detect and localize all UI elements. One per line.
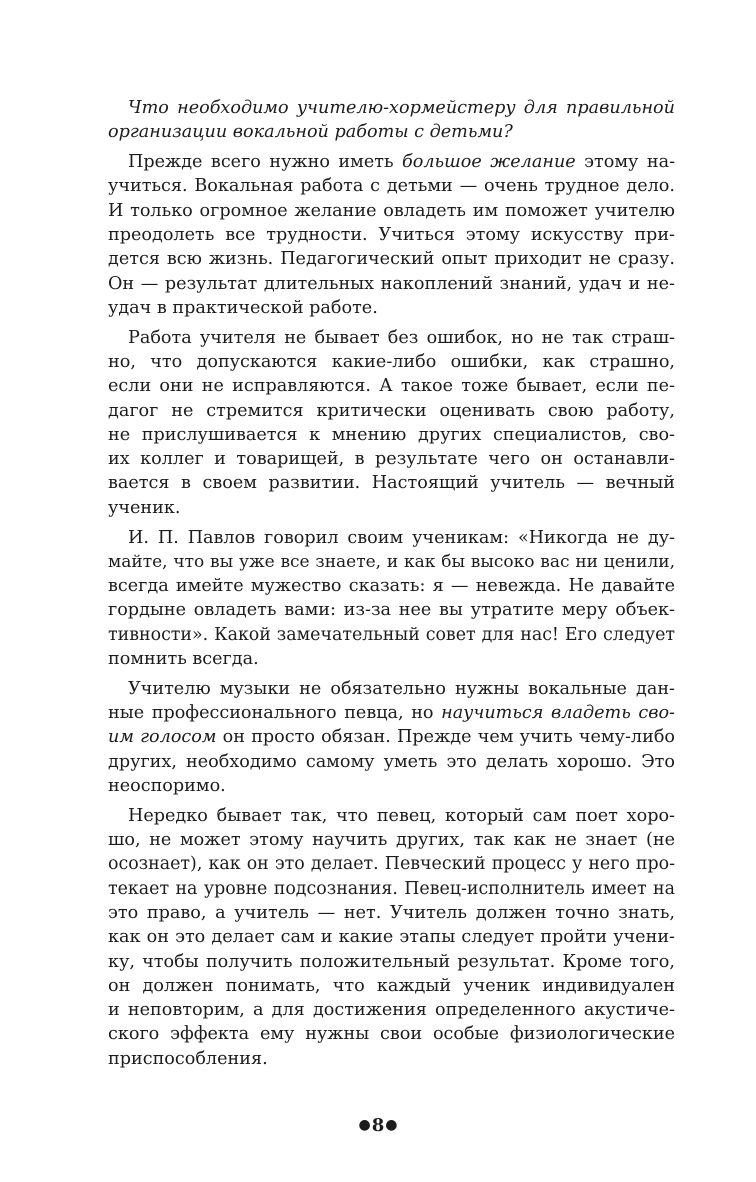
bullet-icon: ● [385, 1117, 398, 1133]
text-line: ные профессионального певца, но научиться владеть сво- [108, 703, 675, 724]
text-line: Нередко бывает так, что певец, который сам поет хоро- [128, 805, 675, 826]
text-line: помнить всегда. [108, 649, 259, 670]
text-line: ку, чтобы получить положительный результат. Кроме того, [108, 951, 675, 972]
page-number-value: 8 [371, 1115, 385, 1136]
text-line: майте, что вы уже все знаете, и как бы высоко вас ни ценили, [108, 551, 675, 572]
emphasis: научиться владеть сво- [441, 703, 675, 724]
text-line: дется всю жизнь. Педагогический опыт приходит не сразу. [108, 249, 675, 270]
text-line: преодолеть все трудности. Учиться этому искусству при- [108, 224, 675, 245]
bullet-icon: ● [358, 1117, 371, 1133]
paragraph [108, 150, 675, 320]
text-line: Работа учителя не бывает без ошибок, но не так страш- [128, 327, 675, 348]
heading-line: Что необходимо учителю-хормейстеру для правильной [128, 98, 675, 118]
text-line: И только огромное желание овладеть им поможет учителю [108, 200, 675, 221]
text-line: шо, не может этому научить других, так как не знает (не [108, 830, 675, 851]
text-line: тивности». Какой замечательный совет для нас! Его следует [108, 624, 675, 645]
text-line: приспособления. [108, 1048, 268, 1069]
text-line: как он это делает сам и какие этапы следует пройти учени- [108, 927, 675, 948]
text-line: текает на уровне подсознания. Певец-исполнитель имеет на [108, 878, 675, 899]
text-line: и неповторим, а для достижения определенного акустиче- [108, 1000, 675, 1021]
section-heading [108, 96, 675, 145]
text-line: Прежде всего нужно иметь большое желание этому на- [128, 152, 676, 173]
text-line: ученик. [108, 497, 181, 518]
text-line: если они не исправляются. А такое тоже бывает, если пе- [108, 376, 675, 397]
text-line: не прислушивается к мнению других специалистов, сво- [108, 424, 675, 445]
text-line: их коллег и товарищей, в результате чего он останавли- [108, 449, 675, 470]
paragraph [108, 677, 675, 798]
text-line: дагог не стремится критически оценивать свою работу, [108, 400, 675, 421]
text-line: учиться. Вокальная работа с детьми — очень трудное дело. [108, 176, 675, 197]
text-line: других, необходимо самому уметь это делать хорошо. Это [108, 751, 675, 772]
text-line: Он — результат длительных накоплений знаний, удач и не- [108, 273, 675, 294]
text-line: Учителю музыки не обязательно нужны вокальные дан- [128, 678, 675, 699]
emphasis: большое желание [402, 152, 576, 173]
paragraph [108, 526, 675, 672]
text-line: всегда имейте мужество сказать: я — невежда. Не давайте [108, 576, 675, 597]
text-line: удач в практической работе. [108, 297, 378, 318]
text-line: гордыне овладеть вами: из-за нее вы утратите меру объек- [108, 600, 675, 621]
text-line: ского эффекта ему нужны свои особые физиологические [108, 1024, 675, 1045]
text-line: И. П. Павлов говорил своим ученикам: «Никогда не ду- [128, 527, 675, 548]
text-line: он должен понимать, что каждый ученик индивидуален [108, 975, 675, 996]
text-line: им голосом он просто обязан. Прежде чем учить чему-либо [108, 727, 675, 748]
paragraph [108, 326, 675, 520]
heading-line: организации вокальной работы с детьми? [108, 122, 513, 143]
text-line: это право, а учитель — нет. Учитель должен точно знать, [108, 903, 675, 923]
page-body [108, 96, 675, 1077]
text-line: осознает), как он это делает. Певческий процесс у него про- [108, 854, 675, 875]
page-number [0, 1113, 756, 1138]
paragraph [108, 804, 675, 1071]
text-line: но, что допускаются какие-либо ошибки, как страшно, [108, 351, 675, 372]
emphasis: им голосом [108, 727, 217, 748]
text-line: неоспоримо. [108, 776, 226, 797]
text-line: вается в своем развитии. Настоящий учитель — вечный [108, 473, 675, 494]
